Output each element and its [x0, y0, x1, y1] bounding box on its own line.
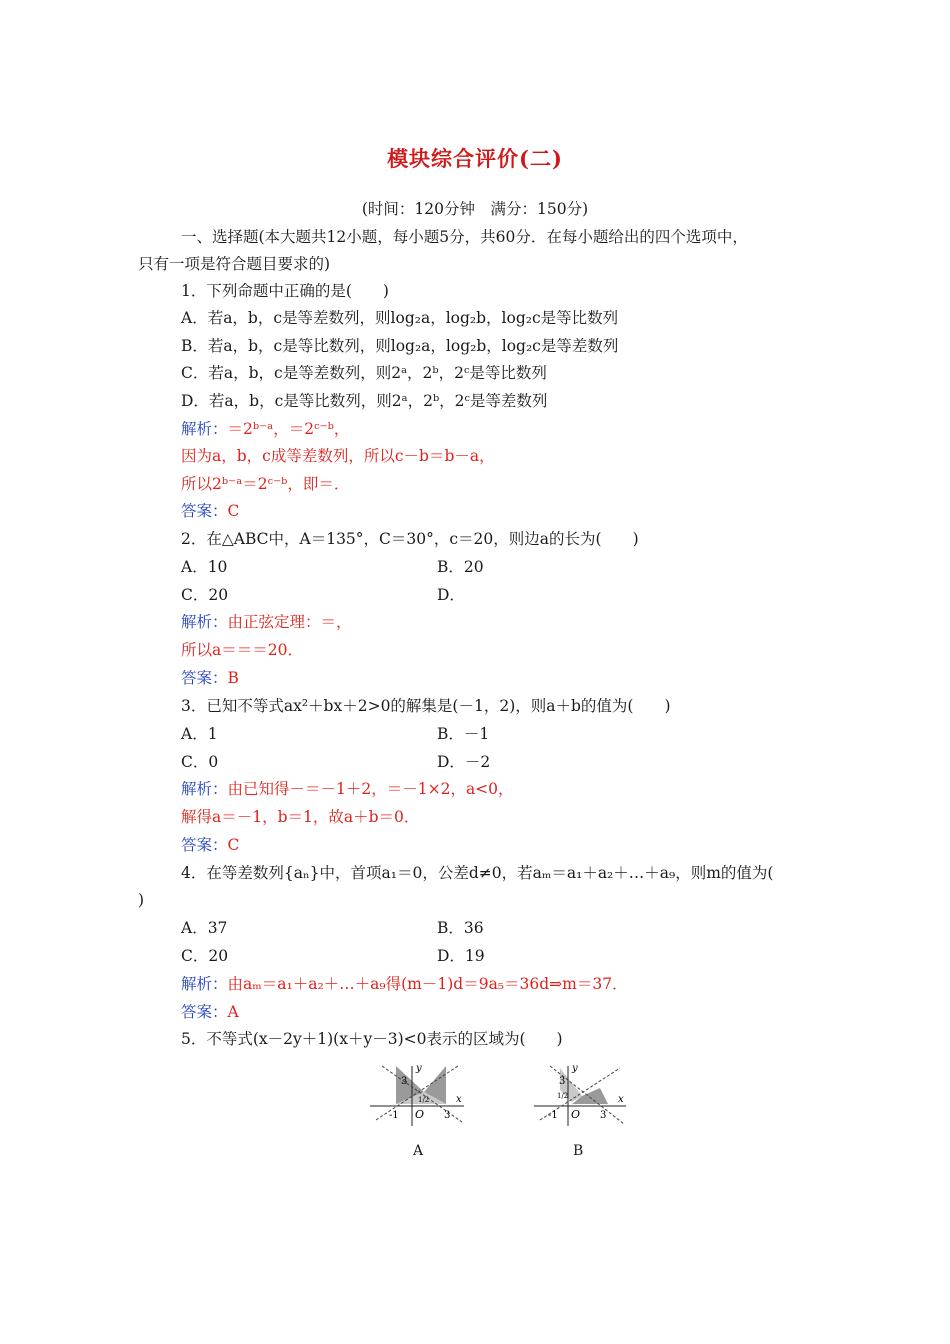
- answer-label: 答案：: [181, 669, 228, 687]
- question-1-option-a: A．若a，b，c是等差数列，则log₂a，log₂b，log₂c是等比数列: [181, 309, 619, 327]
- axis-x-label: x: [618, 1094, 624, 1105]
- question-2-option-d: D．: [437, 586, 465, 604]
- section-heading-line1: 一、选择题(本大题共12小题，每小题5分，共60分．在每小题给出的四个选项中，: [181, 228, 748, 246]
- graph-a-label: A: [413, 1143, 424, 1159]
- region-graph-b: [530, 1062, 630, 1128]
- tick-3-x: 3: [600, 1110, 607, 1121]
- answer-value: C: [227, 502, 240, 520]
- tick-3-y: 3: [559, 1076, 566, 1087]
- answer-value: B: [227, 669, 239, 687]
- analysis-label: 解析：: [181, 420, 228, 438]
- axis-y-label: y: [572, 1063, 578, 1074]
- axis-x-label: x: [456, 1094, 462, 1105]
- question-2-stem: 2．在△ABC中，A＝135°，C＝30°，c＝20，则边a的长为( ): [181, 530, 639, 548]
- question-1-option-d: D．若a，b，c是等比数列，则2ᵃ，2ᵇ，2ᶜ是等差数列: [181, 392, 548, 410]
- answer-value: A: [227, 1003, 239, 1021]
- graph-b-label: B: [573, 1143, 584, 1159]
- tick-neg1: -1: [548, 1110, 558, 1121]
- question-3-answer: [181, 835, 239, 855]
- analysis-text: 由aₘ＝a₁＋a₂＋…＋a₉得(m－1)d＝9a₅＝36d⇒m＝37．: [227, 975, 628, 993]
- question-4-option-d: D．19: [437, 947, 485, 965]
- question-4-stem-cont: ): [138, 891, 145, 909]
- question-2-option-b: B．20: [437, 558, 484, 576]
- question-4-option-a: A．37: [181, 919, 228, 937]
- question-1-stem: 1．下列命题中正确的是( ): [181, 282, 389, 300]
- answer-label: 答案：: [181, 502, 228, 520]
- tick-half: 1/2: [418, 1096, 430, 1104]
- question-3-option-c: C．0: [181, 753, 219, 771]
- question-3-analysis: [181, 779, 514, 799]
- answer-label: 答案：: [181, 836, 228, 854]
- question-5-stem: 5．不等式(x－2y＋1)(x＋y－3)<0表示的区域为( ): [181, 1030, 563, 1048]
- question-3-option-b: B．－1: [437, 725, 490, 743]
- tick-3-y: 3: [401, 1076, 408, 1087]
- analysis-label: 解析：: [181, 780, 228, 798]
- analysis-text: 由正弦定理：＝，: [227, 613, 352, 631]
- question-4-option-b: B．36: [437, 919, 484, 937]
- question-1-option-b: B．若a，b，c是等比数列，则log₂a，log₂b，log₂c是等差数列: [181, 337, 619, 355]
- tick-half: 1/2: [557, 1092, 569, 1100]
- question-1-analysis-line2: 因为a，b，c成等差数列，所以c－b＝b－a，: [181, 447, 495, 465]
- question-4-analysis: [181, 974, 628, 994]
- tick-neg1: -1: [389, 1110, 399, 1121]
- question-3-stem: 3．已知不等式ax²＋bx＋2>0的解集是(－1，2)，则a＋b的值为( ): [181, 697, 671, 715]
- axis-y-label: y: [416, 1063, 422, 1074]
- region-graph-a: [368, 1062, 468, 1128]
- question-4-stem: 4．在等差数列{aₙ}中，首项a₁＝0，公差d≠0，若aₘ＝a₁＋a₂＋…＋a₉，则m的值为(: [181, 864, 774, 882]
- question-4-answer: [181, 1002, 239, 1022]
- question-2-answer: [181, 668, 239, 688]
- question-2-analysis: [181, 612, 352, 632]
- question-1-answer: [181, 501, 239, 521]
- analysis-text: 由已知得－＝－1＋2，＝－1×2，a<0，: [227, 780, 514, 798]
- question-2-option-a: A．10: [181, 558, 228, 576]
- question-1-option-c: C．若a，b，c是等差数列，则2ᵃ，2ᵇ，2ᶜ是等比数列: [181, 364, 547, 382]
- analysis-text: ＝2ᵇ⁻ᵃ，＝2ᶜ⁻ᵇ，: [227, 420, 350, 438]
- answer-label: 答案：: [181, 1003, 228, 1021]
- tick-3-x: 3: [444, 1110, 451, 1121]
- question-1-analysis-line3: 所以2ᵇ⁻ᵃ＝2ᶜ⁻ᵇ，即＝．: [181, 475, 350, 493]
- section-heading-line2: 只有一项是符合题目要求的): [138, 255, 331, 273]
- question-2-analysis-line2: 所以a＝＝＝20．: [181, 641, 303, 659]
- question-2-option-c: C．20: [181, 586, 229, 604]
- question-3-analysis-line2: 解得a＝－1，b＝1，故a＋b＝0．: [181, 808, 420, 826]
- analysis-label: 解析：: [181, 613, 228, 631]
- question-1-analysis: [181, 419, 349, 439]
- analysis-label: 解析：: [181, 975, 228, 993]
- question-3-option-d: D．－2: [437, 753, 491, 771]
- question-3-option-a: A．1: [181, 725, 218, 743]
- exam-info: (时间：120分钟 满分：150分): [361, 200, 589, 218]
- question-4-option-c: C．20: [181, 947, 229, 965]
- origin-label: O: [571, 1108, 581, 1121]
- page-title: 模块综合评价(二): [387, 146, 563, 171]
- origin-label: O: [415, 1108, 425, 1121]
- answer-value: C: [227, 836, 240, 854]
